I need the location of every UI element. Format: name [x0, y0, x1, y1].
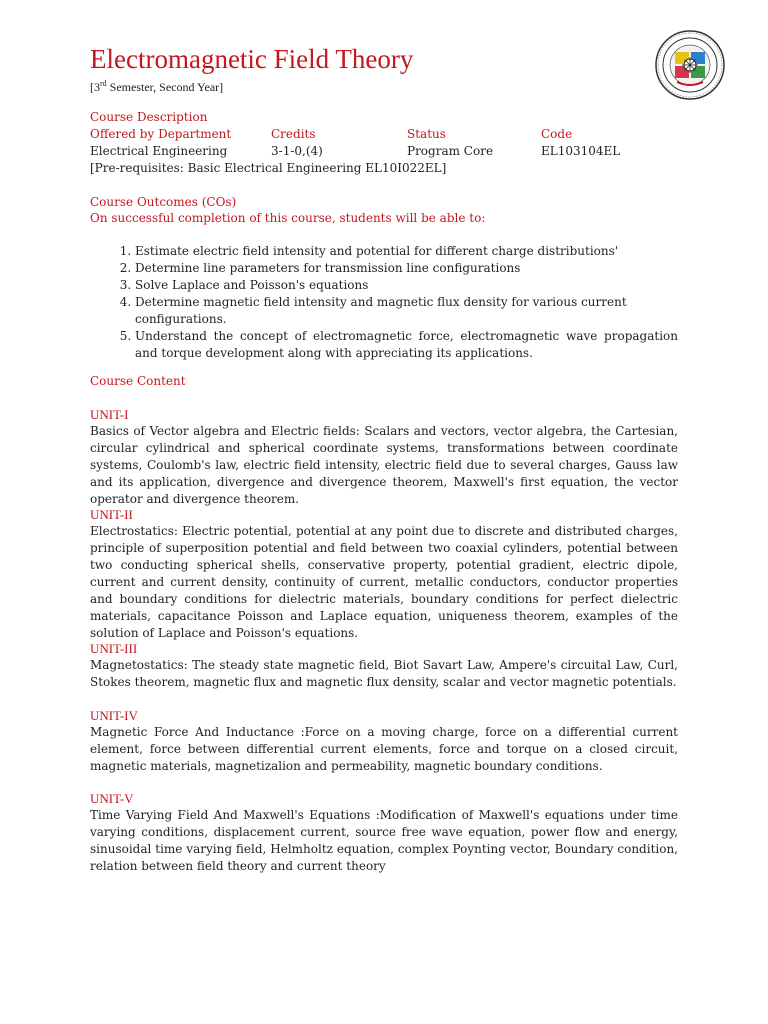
page-title: Electromagnetic Field Theory — [90, 44, 414, 74]
unit-2-body: Electrostatics: Electric potential, potential at any point due to discrete and distributed charges, principle of superposition potential and field between two coaxial cylinders, potential between two conducting spherical shells, conservative property, potential gradient, electric dipole, current and current density, continuity of current, metallic conductors, conductor properties and boundary conditions for dielectric materials, boundary conditions for perfect dielectric materials, capacitance Poisson and Laplace equation, uniqueness theorem, examples of the solution of Laplace and Poisson's equations. — [90, 524, 678, 640]
course-info-value-row — [90, 143, 678, 160]
unit-4-title: UNIT-IV — [90, 708, 138, 723]
column-header-credits: Credits — [271, 127, 316, 141]
course-outcomes-intro: On successful completion of this course, students will be able to: — [90, 211, 486, 225]
semester-prefix: [3 — [90, 80, 100, 94]
unit-5-section — [90, 790, 678, 875]
semester-superscript: rd — [100, 79, 107, 88]
unit-4-section — [90, 707, 678, 775]
prerequisites-text: [Pre-requisites: Basic Electrical Engineering EL10I022EL] — [90, 161, 447, 175]
course-content-heading: Course Content — [90, 374, 186, 388]
outcome-item: 3. Solve Laplace and Poisson's equations — [135, 277, 678, 294]
semester-suffix: Semester, Second Year] — [106, 80, 224, 94]
semester-info — [90, 79, 223, 95]
unit-4-body: Magnetic Force And Inductance :Force on a moving charge, force on a differential current element, force between differential current elements, force and torque on a closed circuit, magnetic materials, magnetizalion and permeability, magnetic boundary conditions. — [90, 725, 678, 773]
unit-3-title: UNIT-III — [90, 641, 138, 656]
unit-1-body: Basics of Vector algebra and Electric fields: Scalars and vectors, vector algebra, the Cartesian, circular cylindrical and spherical coordinate systems, transformations between coordinate systems, Coulomb's law, electric field intensity, electric field due to several charges, Gauss law and its application, divergence and divergence theorem, Maxwell's first equation, the vector operator and divergence theorem. — [90, 424, 678, 506]
unit-5-body: Time Varying Field And Maxwell's Equations :Modification of Maxwell's equations under time varying conditions, displacement current, source free wave equation, power flow and energy, sinusoidal time varying field, Helmholtz equation, complex Poynting vector, Boundary condition, relation between field theory and current theory — [90, 808, 678, 873]
unit-1-section — [90, 406, 678, 508]
column-header-department: Offered by Department — [90, 127, 232, 141]
unit-2-title: UNIT-II — [90, 507, 133, 522]
column-header-status: Status — [407, 127, 446, 141]
credits-value: 3-1-0,(4) — [271, 144, 323, 158]
unit-3-section — [90, 640, 678, 691]
course-outcomes-list — [90, 243, 678, 362]
unit-5-title: UNIT-V — [90, 791, 134, 806]
unit-3-body: Magnetostatics: The steady state magnetic field, Biot Savart Law, Ampere's circuital Law, Curl, Stokes theorem, magnetic flux and magnetic flux density, scalar and vector magnetic potentials. — [90, 658, 678, 689]
course-description-heading: Course Description — [90, 110, 208, 124]
department-value: Electrical Engineering — [90, 144, 228, 158]
outcome-item: 4. Determine magnetic field intensity and magnetic flux density for various current configurations. — [135, 294, 678, 328]
course-info-table — [90, 126, 678, 177]
prerequisites-row — [90, 160, 678, 177]
unit-2-section — [90, 506, 678, 642]
status-value: Program Core — [407, 144, 494, 158]
code-value: EL103104EL — [541, 144, 621, 158]
outcome-item: 2. Determine line parameters for transmission line configurations — [135, 260, 678, 277]
institute-seal-icon — [655, 30, 725, 100]
course-outcomes-heading: Course Outcomes (COs) — [90, 195, 237, 209]
outcome-item: 5. Understand the concept of electromagnetic force, electromagnetic wave propagation and torque development along with appreciating its applications. — [135, 328, 678, 362]
unit-1-title: UNIT-I — [90, 407, 129, 422]
course-info-header-row — [90, 126, 678, 143]
outcome-item: 1. Estimate electric field intensity and potential for different charge distributions' — [135, 243, 678, 260]
column-header-code: Code — [541, 127, 573, 141]
